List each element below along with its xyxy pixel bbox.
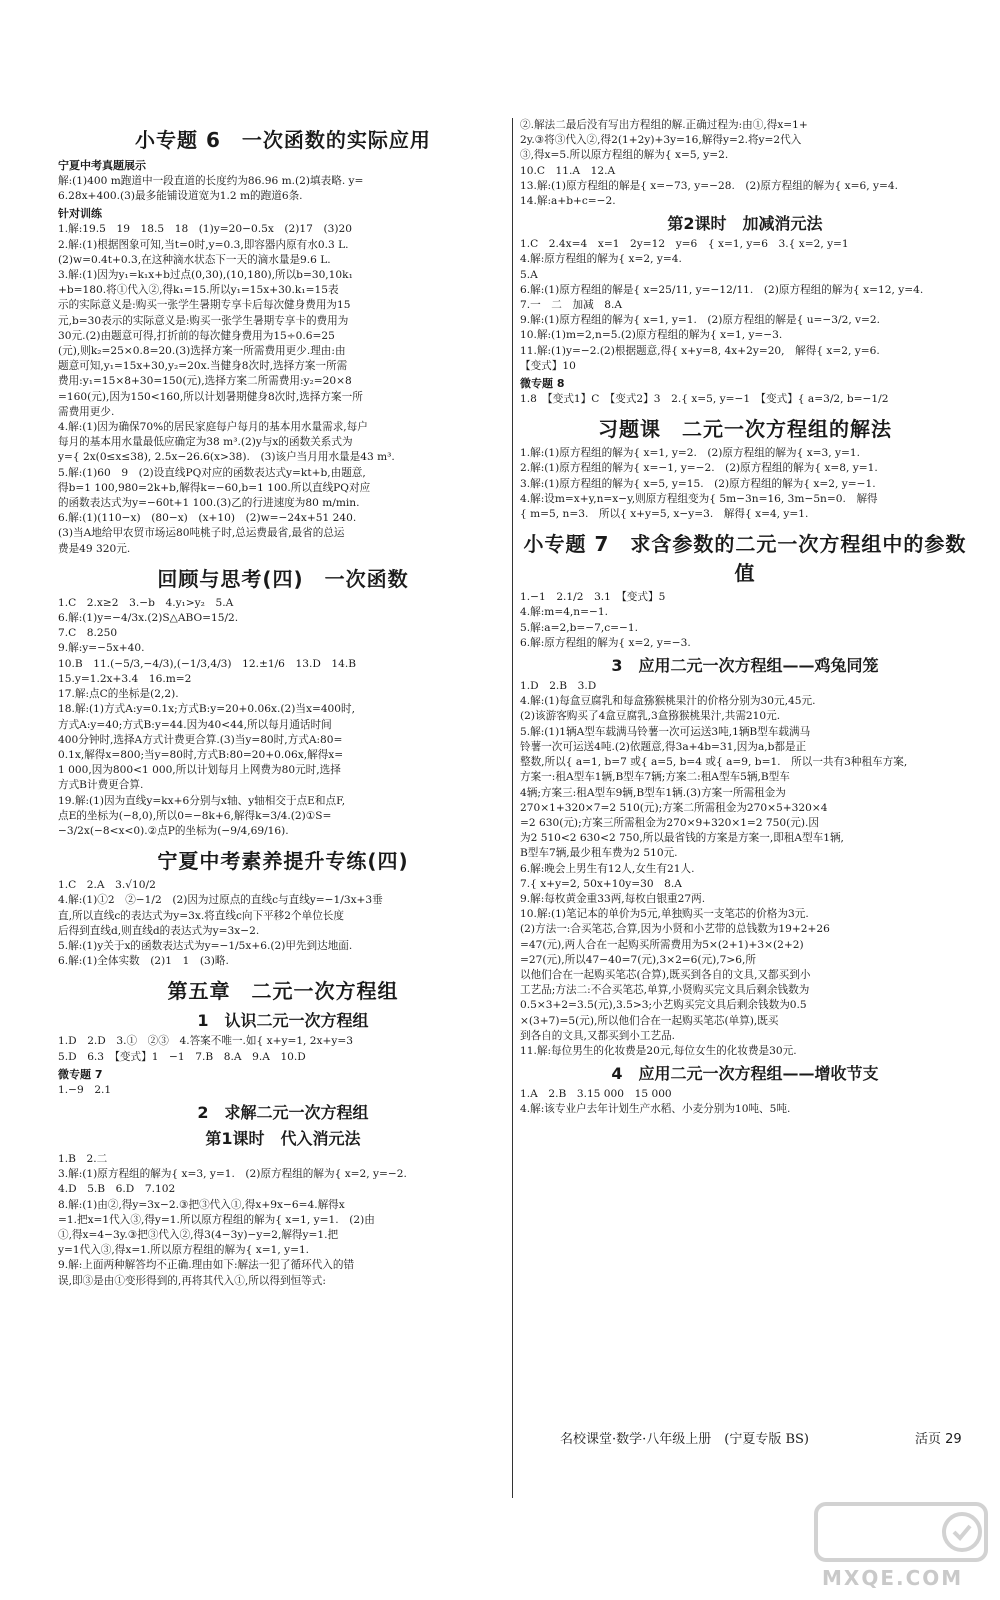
page-footer [0,1428,1000,1448]
answer-line: 铃薯一次可运送4吨.(2)依题意,得3a+4b=31,因为a,b都是正 [520,740,807,753]
answer-line: 到各自的文具,又都买到小工艺品. [520,1029,676,1042]
subsection-heading: 2 求解二元一次方程组 [197,1102,369,1122]
answer-line: 4.D 5.B 6.D 7.102 [58,1183,176,1196]
answer-line: 1.−9 2.1 [58,1083,112,1096]
answer-line: 5.解:(1)60 9 (2)设直线PQ对应的函数表达式y=kt+b,由题意, [58,466,366,479]
footer-book-title: 名校课堂·数学·八年级上册 (宁夏专版 BS) [560,1432,809,1447]
answer-line: (元),则k₂=25×0.8=20.(3)选择方案一所需费用更少.理由:由 [58,345,346,358]
answer-line: 整数,所以{ a=1, b=7 或{ a=5, b=4 或{ a=9, b=1. 所以一共有3种租车方案, [520,756,908,769]
answer-line: 5.A [520,268,538,281]
answer-line: 3.解:(1)因为y₁=k₁x+b过点(0,30),(10,180),所以b=30,10k₁ [58,269,353,282]
answer-line: 10.解:(1)笔记本的单价为5元,单独购买一支笔芯的价格为3元. [520,908,809,921]
answer-line: 19.解:(1)因为直线y=kx+6分别与x轴、y轴相交于点E和点F, [58,794,346,807]
left-column [58,118,508,1520]
subsection-heading: 4 应用二元一次方程组——增收节支 [611,1064,879,1084]
answer-line: 方式B计费更合算. [58,779,144,792]
section-label: 微专题 7 [58,1067,103,1081]
page-number: 活页 29 [915,1432,962,1447]
answer-line: 2y.③将③代入②,得2(1+2y)+3y=16,解得y=2.将y=2代入 [520,134,802,147]
answer-line: 示的实际意义是:购买一张学生暑期专享卡后每次健身费用为15 [58,299,351,312]
answer-line: 8.解:(1)由②,得y=3x−2.③把③代入①,得x+9x−6=4.解得x [58,1198,345,1211]
answer-line: 为2 510<2 630<2 750,所以最省钱的方案是方案一,即租A型车1辆, [520,832,844,845]
subsection-heading: 1 认识二元一次方程组 [197,1011,369,1031]
answer-line: 【变式】10 [520,359,576,372]
answer-line: 17.解:点C的坐标是(2,2). [58,688,179,701]
answer-line: 5.D 6.3 【变式】1 −1 7.B 8.A 9.A 10.D [58,1050,306,1063]
answer-line: 4辆;方案三:租A型车9辆,B型车1辆.(3)方案一所需租金为 [520,786,786,799]
answer-line: ②.解法二最后没有写出方程组的解.正确过程为:由①,得x=1+ [520,119,808,131]
answer-line: (2)w=0.4t+0.3,在这种滴水状态下一天的滴水量是9.6 L. [58,253,331,266]
answer-line: 费是49 320元. [58,542,131,555]
answer-line: 6.解:原方程组的解为{ x=2, y=−3. [520,636,691,649]
answer-line: 1.8 【变式1】C 【变式2】3 2.{ x=5, y=−1 【变式】{ a=3/2, b=−1/2 [520,393,889,406]
answer-line: 0.1x,解得x=800;当y=80时,方式B:80=20+0.06x,解得x= [58,748,344,761]
answer-line: 题意可知,y₁=15x+30,y₂=20x.当健身8次时,选择方案一所需 [58,360,348,373]
answer-line: 以他们合在一起购买笔芯(合算),既买到各自的文具,又都买到小 [520,968,811,981]
answer-line: 直,所以直线c的表达式为y=3x.将直线c向下平移2个单位长度 [58,909,344,922]
answer-line: 4.解:该专业户去年计划生产水稻、小麦分别为10吨、5吨. [520,1103,791,1116]
answer-line: +b=180.将①代入②,得k₁=15.所以y₁=15x+30.k₁=15表 [58,284,339,297]
answer-line: 6.28x+400.(3)最多能铺设道宽为1.2 m的跑道6条. [58,190,303,203]
answer-line: 方式A:y=40;方式B:y=44.因为40<44,所以每月通话时间 [58,718,332,731]
answer-line: =1.把x=1代入③,得y=1.所以原方程组的解为{ x=1, y=1. (2)由 [58,1213,375,1226]
answer-line: 270×1+320×7=2 510(元);方案二所需租金为270×5+320×4 [520,801,828,814]
answer-line: 1.解:19.5 19 18.5 18 (1)y=20−0.5x (2)17 (3)20 [58,223,352,236]
answer-line: 元,b=30表示的实际意义是:购买一张学生暑期专享卡的费用为 [58,314,349,327]
answer-line: 需费用更少. [58,405,115,418]
section-heading: 小专题 7 求含参数的二元一次方程组中的参数值 [523,532,967,586]
answer-line: 1.−1 2.1/2 3.1 【变式】5 [520,591,666,604]
answer-line: 9.解:(1)原方程组的解为{ x=1, y=1. (2)原方程组的解是{ u=−3/2, v=2. [520,314,881,327]
section-heading: 小专题 6 一次函数的实际应用 [135,128,431,152]
answer-line: 工艺品;方法二:不合买笔芯,单算,小贤购买完文具后剩余钱数为 [520,984,810,997]
answer-line: 3.解:(1)原方程组的解为{ x=3, y=1. (2)原方程组的解为{ x=2, y=−2. [58,1168,407,1181]
answer-line: 13.解:(1)原方程组的解是{ x=−73, y=−28. (2)原方程组的解为{ x=6, y=4. [520,179,898,192]
answer-line: =2 630(元);方案三所需租金为270×9+320×1=2 750(元).因 [520,816,819,829]
answer-line: 9.解:上面两种解答均不正确.理由如下:解法一犯了循环代入的错 [58,1259,355,1272]
answer-line: (2)该游客购买了4盒豆腐乳,3盒猕猴桃果汁,共需210元. [520,710,781,723]
section-label: 微专题 8 [520,377,565,391]
answer-line: ①,得x=4−3y.③把③代入②,得3(4−3y)−y=2,解得y=1.把 [58,1228,339,1241]
answer-line: −3/2x(−8<x<0).②点P的坐标为(−9/4,69/16). [58,824,289,837]
answer-line: 0.5×3+2=3.5(元),3.5>3;小艺购买完文具后剩余钱数为0.5 [520,999,807,1012]
answer-line: =160(元),因为150<160,所以计划暑期健身8次时,选择方案一所 [58,390,363,403]
answer-line: 方案一:租A型车1辆,B型车7辆;方案二:租A型车5辆,B型车 [520,771,790,784]
answer-line: 1.C 2.4x=4 x=1 2y=12 y=6 { x=1, y=6 3.{ x=2, y=1 [520,238,849,251]
answer-line: 费用:y₁=15×8+30=150(元),选择方案二所需费用:y₂=20×8 [58,375,352,388]
answer-line: 3.解:(1)原方程组的解为{ x=5, y=15. (2)原方程组的解为{ x=2, y=−1. [520,477,876,490]
answer-line: 4.解:原方程组的解为{ x=2, y=4. [520,253,682,266]
answer-line: 18.解:(1)方式A:y=0.1x;方式B:y=20+0.06x.(2)当x=400时, [58,703,355,716]
answer-line: B型车7辆,最少租车费为2 510元. [520,847,678,860]
answer-line: 11.解:(1)y=−2.(2)根据题意,得{ x+y=8, 4x+2y=20, 解得{ x=2, y=6. [520,344,880,357]
answer-line: 后得到直线d,则直线d的表达式为y=3x−2. [58,924,260,937]
subsection-heading: 第1课时 代入消元法 [205,1128,361,1148]
answer-line: 9.解:每枚黄金重33两,每枚白银重27两. [520,892,706,905]
answer-line: 4.解:设m=x+y,n=x−y,则原方程组变为{ 5m−3n=16, 3m−5n=0. 解得 [520,492,878,505]
answer-line: 的函数表达式为y=−60t+1 100.(3)乙的行进速度为80 m/min. [58,497,360,510]
section-label: 宁夏中考真题展示 [58,159,146,172]
answer-line: (3)当A地给甲农贸市场运80吨桃子时,总运费最省,最省的总运 [58,527,345,540]
answer-line: 4.解:(1)①2 ②−1/2 (2)因为过原点的直线c与直线y=−1/3x+3垂 [58,894,383,907]
answer-line: ×(3+7)=5(元),所以他们合在一起购买笔芯(单算),既买 [520,1014,779,1027]
answer-line: 6.解:(1)(110−x) (80−x) (x+10) (2)w=−24x+51 240. [58,512,357,525]
answer-line: 6.解:晚会上男生有12人,女生有21人. [520,862,695,875]
answer-line: 1.C 2.A 3.√10/2 [58,879,156,892]
subsection-heading: 第2课时 加减消元法 [667,214,823,234]
answer-line: 10.B 11.(−5/3,−4/3),(−1/3,4/3) 12.±1/6 13.D 14.B [58,657,357,670]
answer-line: 1.D 2.B 3.D [520,680,597,693]
answer-line: 10.解:(1)m=2,n=5.(2)原方程组的解为{ x=1, y=−3. [520,329,783,342]
section-heading: 宁夏中考素养提升专练(四) [157,849,409,874]
answer-line: 1.A 2.B 3.15 000 15 000 [520,1088,672,1101]
section-heading: 回顾与思考(四) 一次函数 [157,566,409,591]
answer-line: 4.解:(1)每盒豆腐乳和每盒猕猴桃果汁的价格分别为30元,45元. [520,695,816,708]
answer-line: 1.解:(1)原方程组的解为{ x=1, y=2. (2)原方程组的解为{ x=3, y=1. [520,447,860,460]
section-label: 针对训练 [58,207,102,221]
answer-line: =47(元),两人合在一起购买所需费用为5×(2+1)+3×(2+2) [520,938,804,951]
answer-line: 2.解:(1)根据图象可知,当t=0时,y=0.3,即容器内原有水0.3 L. [58,238,349,251]
answer-line: 6.解:(1)全体实数 (2)1 1 (3)略. [58,955,229,968]
answer-line: 1 000,因为800<1 000,所以计划每月上网费为80元时,选择 [58,764,341,777]
answer-line: 5.解:(1)1辆A型车载满马铃薯一次可运送3吨,1辆B型车载满马 [520,725,811,738]
answer-line: 10.C 11.A 12.A [520,164,616,177]
answer-line: { m=5, n=3. 所以{ x+y=5, x−y=3. 解得{ x=4, y=1. [520,508,809,521]
answer-line: 4.解:(1)因为确保70%的居民家庭每户每月的基本用水量需求,每户 [58,421,368,434]
answer-line: 误,即③是由①变形得到的,再将其代入①,所以得到恒等式: [58,1274,326,1287]
answer-line: 5.解:(1)y关于x的函数表达式为y=−1/5x+6.(2)甲先到达地面. [58,939,353,952]
answer-line: 4.解:m=4,n=−1. [520,606,608,619]
answer-line: y=1代入③,得x=1.所以原方程组的解为{ x=1, y=1. [58,1244,310,1257]
section-heading: 第五章 二元一次方程组 [167,979,399,1004]
answer-line: 15.y=1.2x+3.4 16.m=2 [58,672,192,685]
section-heading: 习题课 二元一次方程组的解法 [598,417,892,442]
right-column [520,118,970,1520]
subsection-heading: 3 应用二元一次方程组——鸡兔同笼 [611,656,879,676]
answer-line: 每月的基本用水量最低应确定为38 m³.(2)y与x的函数关系式为 [58,436,353,449]
answer-line: 5.解:a=2,b=−7,c=−1. [520,621,639,634]
answer-line: 7.{ x+y=2, 50x+10y=30 8.A [520,877,682,890]
answer-line: 400分钟时,选择A方式计费更合算.(3)当y=80时,方式A:80= [58,733,343,746]
answer-line: 解:(1)400 m跑道中一段直道的长度约为86.96 m.(2)填表略. y= [58,175,364,187]
answer-line: 1.C 2.x≥2 3.−b 4.y₁>y₂ 5.A [58,596,234,609]
answer-line: y={ 2x(0≤x≤38), 2.5x−26.6(x>38). (3)该户当月用水量是43 m³. [58,451,395,464]
answer-line: 1.B 2.二 [58,1152,108,1165]
answer-line: 6.解:(1)原方程组的解是{ x=25/11, y=−12/11. (2)原方程组的解为{ x=12, y=4. [520,283,924,296]
answer-line: 点E的坐标为(−8,0),所以0=−8k+6,解得k=3/4.(2)①S= [58,809,332,822]
answer-line: 7.一 二 加减 8.A [520,299,623,312]
column-divider [512,118,513,1498]
answer-line: 1.D 2.D 3.① ②③ 4.答案不唯一.如{ x+y=1, 2x+y=3 [58,1035,353,1048]
answer-line: (2)方法一:合买笔芯,合算,因为小贤和小艺带的总钱数为19+2+26 [520,923,830,936]
answer-line: 30元.(2)由题意可得,打折前的每次健身费用为15÷0.6=25 [58,329,335,342]
answer-line: 11.解:每位男生的化妆费是20元,每位女生的化妆费是30元. [520,1044,797,1057]
answer-line: 得b=1 100,980=2k+b,解得k=−60,b=1 100.所以直线PQ对应 [58,481,371,494]
answer-line: ③,得x=5.所以原方程组的解为{ x=5, y=2. [520,149,729,162]
answer-line: 6.解:(1)y=−4/3x.(2)S△ABO=15/2. [58,612,239,625]
answer-line: =27(元),所以47−40=7(元),3×2=6(元),7>6,所 [520,953,756,966]
answer-line: 9.解:y=−5x+40. [58,642,145,655]
answer-line: 7.C 8.250 [58,627,118,640]
answer-line: 14.解:a+b+c=−2. [520,195,616,208]
answer-line: 2.解:(1)原方程组的解为{ x=−1, y=−2. (2)原方程组的解为{ x=8, y=1. [520,462,878,475]
watermark-text: MXQE.COM [822,1566,964,1590]
